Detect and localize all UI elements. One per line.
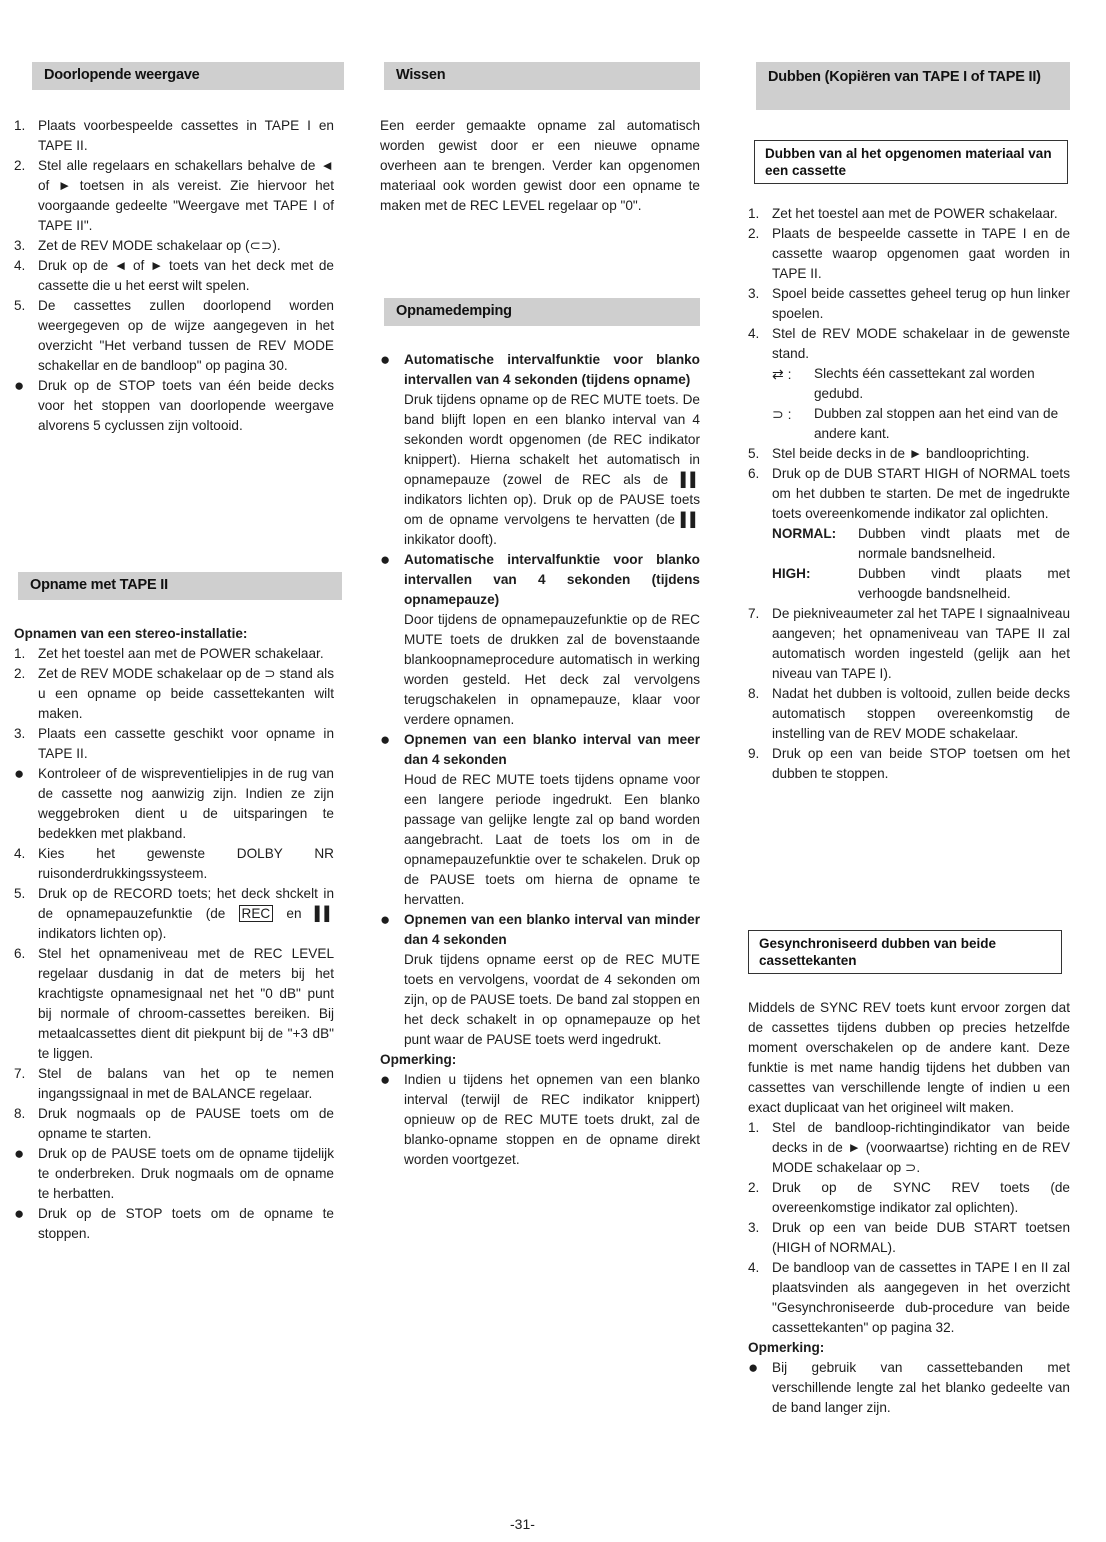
list-item: 2. Zet de REV MODE schakelaar op de ⊃ stand als u een opname op beide cassettekanten wilt maken. (14, 666, 334, 721)
list-item: ● Opnemen van een blanko interval van minder dan 4 sekonden Druk tijdens opname eerst op de REC MUTE toets en vervolgens, voordat de 4 sekonden om zijn, op de PAUSE toets. De band zal stoppen en het deck schakelt in op opnamepauze op het punt waar de PAUSE toets werd ingedrukt. (380, 910, 700, 1047)
list-item: ● Druk op de STOP toets om de opname te stoppen. (14, 1204, 334, 1241)
list-item: 8. Nadat het dubben is voltooid, zullen beide decks automatisch stoppen overeenkomstig de instelling van de REV MODE schakelaar. (748, 686, 1070, 741)
list-item: 4. Druk op de ◄ of ► toets van het deck met de cassette die u het eerst wilt spelen. (14, 258, 334, 293)
subsection-box-gesynchroniseerd: Gesynchroniseerd dubben van beide cassettekanten (748, 930, 1062, 974)
list-item: ● Automatische intervalfunktie voor blanko intervallen van 4 sekonden (tijdens opname) Druk tijdens opname op de REC MUTE toets. De band blijft lopen en een blanko interval van 4 sekonden wordt opgenomen (de REC indikator knippert). Hierna schakelt het automatisch in opnamepauze (zowel de REC als de ▌▌ indikators lichten op). Druk op de PAUSE toets om de opname vervolgens te hervatten (de ▌▌ inkikator dooft). (380, 350, 700, 547)
rev-mode-option: ⇄ : Slechts één cassettekant zal worden gedubd. (748, 364, 1070, 404)
list-item: 1. Stel de bandloop-richtingindikator van beide decks in de ► (voorwaartse) richting en de REV MODE schakelaar op ⊃. (748, 1120, 1070, 1175)
list-item: 2. Plaats de bespeelde cassette in TAPE I en de cassette waarop opgenomen gaat worden in TAPE II. (748, 226, 1070, 281)
list-item: 3. Zet de REV MODE schakelaar op (⊂⊃). (14, 238, 281, 253)
section-heading-dubben: Dubben (Kopiëren van TAPE I of TAPE II) (756, 62, 1070, 110)
list-item: 1. Zet het toestel aan met de POWER schakelaar. (748, 206, 1058, 221)
list-item: 5. Druk op de RECORD toets; het deck shckelt in de opnamepauzefunktie (de REC en ▌▌ indikators lichten op). (14, 886, 334, 941)
opnamedemping-list (380, 350, 700, 1170)
note-label: Opmerking: (380, 1052, 457, 1067)
list-item: ● Bij gebruik van cassettebanden met verschillende lengte zal het blanko gedeelte van de band langer zijn. (748, 1358, 1070, 1415)
list-item: 5. Stel beide decks in de ► bandlooprichting. (748, 446, 1030, 461)
list-item: 4. Kies het gewenste DOLBY NR ruisonderdrukkingssysteem. (14, 846, 334, 881)
one-way-icon: ⇄ : (772, 366, 792, 382)
list-item: 1. Zet het toestel aan met de POWER schakelaar. (14, 646, 324, 661)
section-heading-wissen: Wissen (384, 62, 700, 90)
list-item: 3. Plaats een cassette geschikt voor opname in TAPE II. (14, 726, 334, 761)
wissen-text: Een eerder gemaakte opname zal automatisch worden gewist door er een nieuwe opname overheen aan te brengen. Verder kan opgenomen materiaal ook worden gewist door een opname te maken met de REC LEVEL regelaar op "0". (380, 118, 700, 213)
note-label: Opmerking: (748, 1340, 825, 1355)
list-item: 6. Druk op de DUB START HIGH of NORMAL toets om het dubben te starten. De met de ingedrukte toets overeenkomende indikator zal oplichten. NORMAL: Dubben vindt plaats met de normale bandsnelheid. HIGH: Dubben vindt plaats met verhoogde bandsnelheid. (748, 464, 1070, 604)
list-item: 7. Stel de balans van het op te nemen ingangssignaal in met de BALANCE regelaar. (14, 1066, 334, 1101)
page-number: -31- (510, 1516, 535, 1532)
reverse-icon: ⊃ : (772, 406, 792, 422)
opname-list (14, 624, 334, 1244)
list-item: 3. Spoel beide cassettes geheel terug op hun linker spoelen. (748, 286, 1070, 321)
doorlopende-weergave-list (14, 116, 334, 436)
list-item: 2. Stel alle regelaars en schakellars behalve de ◄ of ► toetsen in als vereist. Zie hiervoor het voorgaande gedeelte "Weergave met TAPE I of TAPE II". (14, 158, 334, 233)
list-item: ● Automatische intervalfunktie voor blanko intervallen van 4 sekonden (tijdens opnamepauze) Door tijdens de opnamepauzefunktie op de REC MUTE toets de drukken zal de bovenstaande blankoopnameprocedure automatisch in werking worden gesteld. Het deck zal vervolgens terugschakelen in opnamepauze, klaar voor verdere opnamen. (380, 550, 700, 727)
list-item: 5. De cassettes zullen doorlopend worden weergegeven op de wijze aangegeven in het overzicht "Het verband tussen de REV MODE schakellar en de bandloop" op pagina 30. (14, 298, 334, 373)
list-item: 9. Druk op een van beide STOP toetsen om het dubben te stoppen. (748, 746, 1070, 781)
list-item: 4. Stel de REV MODE schakelaar in de gewenste stand. (748, 326, 1070, 361)
subheading-stereo-installatie: Opnamen van een stereo-installatie: (14, 626, 248, 641)
section-heading-opnamedemping: Opnamedemping (384, 298, 700, 326)
list-item: 8. Druk nogmaals op de PAUSE toets om de opname te starten. (14, 1106, 334, 1141)
list-item: 1. Plaats voorbespeelde cassettes in TAPE I en TAPE II. (14, 118, 334, 153)
list-item: 3. Druk op een van beide DUB START toetsen (HIGH of NORMAL). (748, 1220, 1070, 1255)
speed-definition: NORMAL: Dubben vindt plaats met de normale bandsnelheid. (772, 526, 1070, 561)
speed-definition: HIGH: Dubben vindt plaats met verhoogde bandsnelheid. (772, 566, 1070, 601)
subsection-box-dubben-al: Dubben van al het opgenomen materiaal van een cassette (754, 140, 1068, 184)
list-item: ● Indien u tijdens het opnemen van een blanko interval (terwijl de REC indikator knippert) opnieuw op de REC MUTE toets drukt, zal de blanko-opname stoppen en de opname direkt worden voortgezet. (380, 1070, 700, 1167)
sync-list (748, 998, 1070, 1418)
list-item: 2. Druk op de SYNC REV toets (de overeenkomstige indikator zal oplichten). (748, 1180, 1070, 1215)
dubben-list (748, 204, 1070, 784)
list-item: 7. De piekniveaumeter zal het TAPE I signaalniveau aangeven; het opnameniveau van TAPE II zal automatisch worden ingesteld (gelijk aan het niveau van TAPE I). (748, 606, 1070, 681)
list-item: ● Opnemen van een blanko interval van meer dan 4 sekonden Houd de REC MUTE toets tijdens opname voor een langere periode ingedrukt. Een blanko passage van gelijke lengte zal op band worden aangebracht. Laat de toets los om in de opnamepauzefunktie over te schakelen. Druk op de PAUSE toets om hierna de opname te hervatten. (380, 730, 700, 907)
list-item: ● Druk op de PAUSE toets om de opname tijdelijk te onderbreken. Druk nogmaals om de opname te herbatten. (14, 1144, 334, 1201)
sync-intro: Middels de SYNC REV toets kunt ervoor zorgen dat de cassettes tijdens dubben op precies hetzelfde moment overschakelen op de andere kant. Deze funktie is met name handig tijdens het dubben van cassettes van verschillende lengte of indien u een exact duplicaat van het origineel wilt maken. (748, 1000, 1070, 1115)
rev-mode-option: ⊃ : Dubben zal stoppen aan het eind van de andere kant. (748, 404, 1070, 444)
rec-indicator-label: REC (239, 905, 274, 922)
section-heading-doorlopende-weergave: Doorlopende weergave (32, 62, 344, 90)
list-item: ● Druk op de STOP toets van één beide decks voor het stoppen van doorlopende weergave alvorens 5 cyclussen zijn voltooid. (14, 376, 334, 433)
list-item: ● Kontroleer of de wispreventielipjes in de rug van de cassette nog aanwizig zijn. Indien ze zijn weggebroken dient u de uitsparingen te bedekken met plakband. (14, 764, 334, 841)
list-item: 4. De bandloop van de cassettes in TAPE I en II zal plaatsvinden als aangegeven in het overzicht "Gesynchroniseerde dub-procedure van beide cassettekanten" op pagina 32. (748, 1260, 1070, 1335)
section-heading-opname-met-tape-ii: Opname met TAPE II (18, 572, 342, 600)
list-item: 6. Stel het opnameniveau met de REC LEVEL regelaar dusdanig in dat de meters bij het krachtigste opnamesignaal net het "0 dB" punt bij normale of chroom-cassettes bereiken. Bij metaalcassettes dient dit piekpunt bij de "+3 dB" te liggen. (14, 946, 334, 1061)
